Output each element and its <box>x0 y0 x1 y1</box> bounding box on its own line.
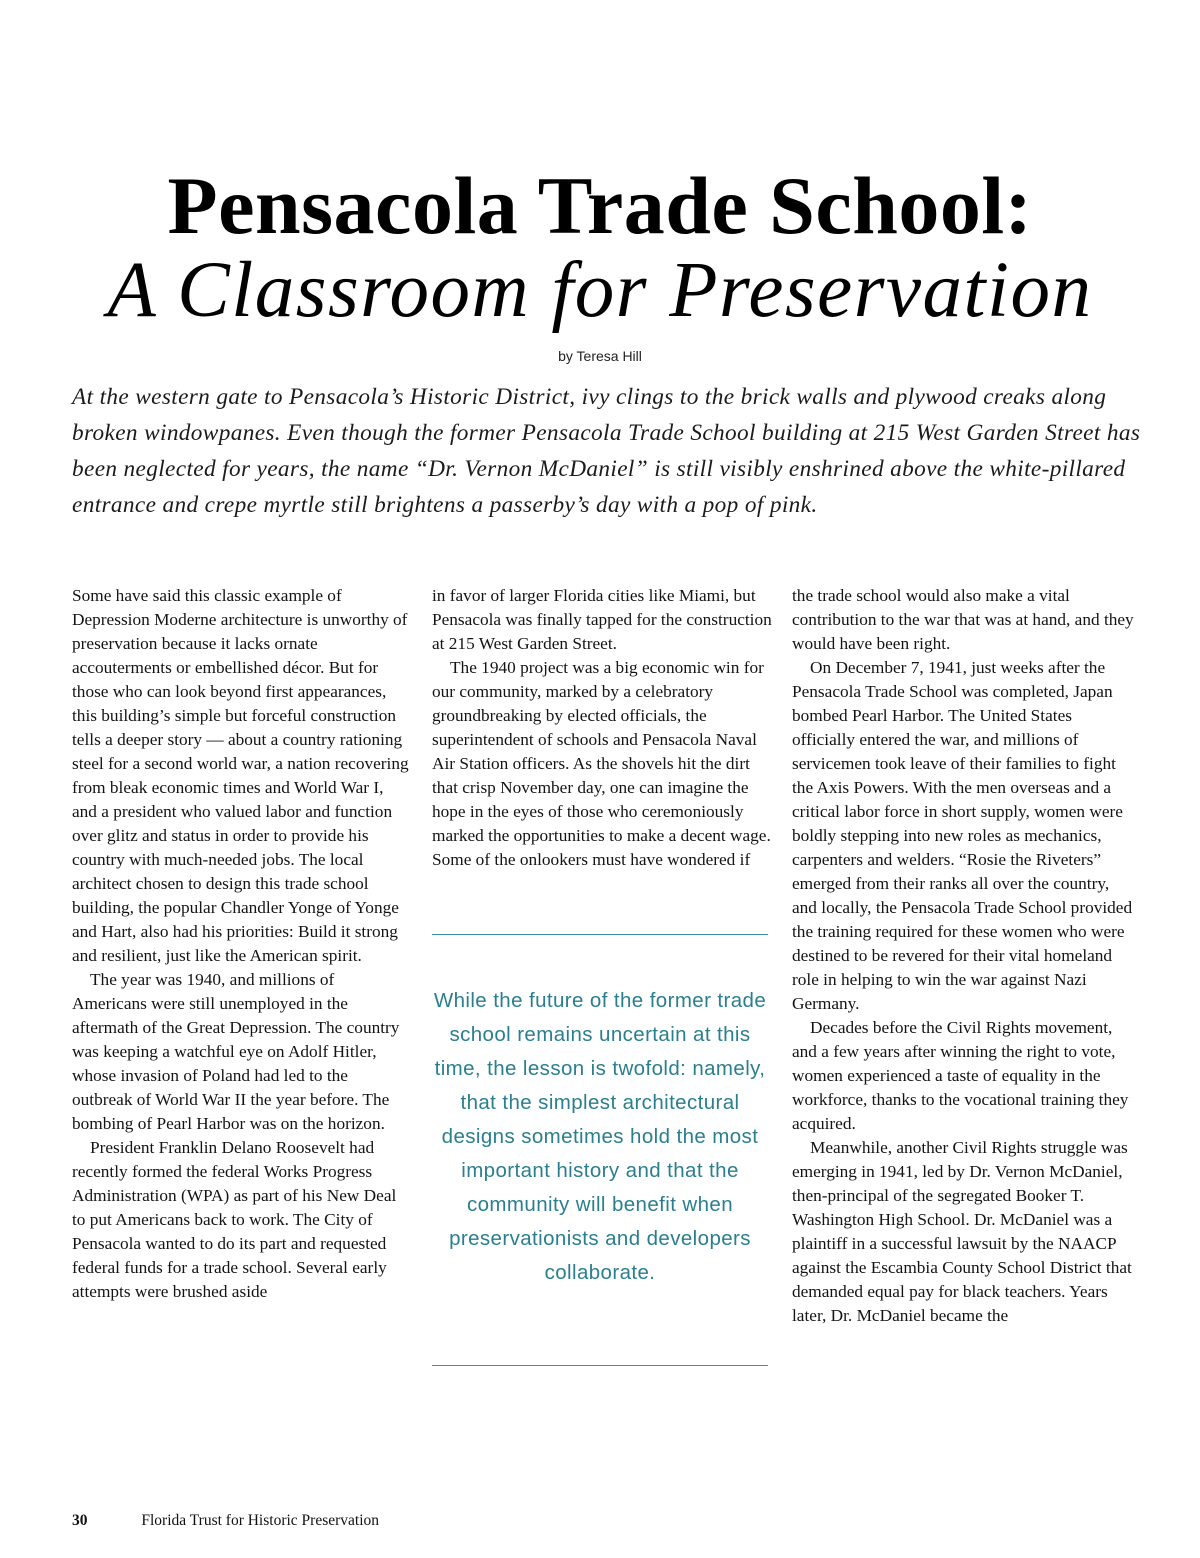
page-number: 30 <box>72 1512 88 1529</box>
publication-name: Florida Trust for Historic Preservation <box>141 1512 380 1529</box>
paragraph: The year was 1940, and millions of Americans were still unemployed in the aftermath of the Great Depression. The country was keeping a watchful eye on Adolf Hitler, whose invasion of Poland had led to the outbreak of World War II the year before. The bombing of Pearl Harbor was on the horizon. <box>72 970 400 1133</box>
paragraph: Meanwhile, another Civil Rights struggle was emerging in 1941, led by Dr. Vernon McDaniel, then-principal of the segregated Booker T. Washington High School. Dr. McDaniel was a plaintiff in a successful lawsuit by the NAACP against the Escambia County School District that demanded equal pay for black teachers. Years later, Dr. McDaniel became the <box>792 1138 1132 1325</box>
paragraph: the trade school would also make a vital contribution to the war that was at hand, and they would have been right. <box>792 586 1134 653</box>
column-3 <box>792 584 1137 1328</box>
paragraph: The 1940 project was a big economic win for our community, marked by a celebratory groundbreaking by elected officials, the superintendent of schools and Pensacola Naval Air Station officers. As the shovels hit the dirt that crisp November day, one can imagine the hope in the eyes of those who ceremoniously marked the opportunities to make a decent wage. Some of the onlookers must have wondered if <box>432 658 771 869</box>
article-subtitle: A Classroom for Preservation <box>107 247 1093 334</box>
pullquote-bottom-rule <box>432 1365 768 1366</box>
paragraph: Decades before the Civil Rights movement, and a few years after winning the right to vote, women experienced a taste of equality in the workforce, thanks to the vocational training they acquired. <box>792 1018 1129 1133</box>
paragraph: Some have said this classic example of Depression Moderne architecture is unworthy of preservation because it lacks ornate accouterments or embellished décor. But for those who can look beyond first appearances, this building’s simple but forceful construction tells a deeper story — about a country rationing steel for a second world war, a nation recovering from bleak economic times and World War I, and a president who valued labor and function over glitz and status in order to provide his country with much-needed jobs. The local architect chosen to design this trade school building, the popular Chandler Yonge of Yonge and Hart, also had his priorities: Build it strong and resilient, just like the American spirit. <box>72 586 409 965</box>
column-2 <box>432 584 772 872</box>
intro-paragraph: At the western gate to Pensacola’s Historic District, ivy clings to the brick walls and plywood creaks along broken windowpanes. Even though the former Pensacola Trade School building at 215 West Garden Street has been neglected for years, the name “Dr. Vernon McDaniel” is still visibly enshrined above the white-pillared entrance and crepe myrtle still brightens a passerby’s day with a pop of pink. <box>72 384 1141 518</box>
page-footer <box>72 1512 379 1530</box>
article-title: Pensacola Trade School: <box>167 160 1033 251</box>
paragraph: in favor of larger Florida cities like Miami, but Pensacola was finally tapped for the construction at 215 West Garden Street. <box>432 586 772 653</box>
column-1 <box>72 584 412 1304</box>
byline: by Teresa Hill <box>558 348 642 364</box>
pullquote: While the future of the former trade school remains uncertain at this time, the lesson is twofold: namely, that the simplest architectural designs sometimes hold the most important history and that the community will benefit when preservationists and developers collaborate. <box>433 989 767 1284</box>
pullquote-top-rule <box>432 934 768 935</box>
paragraph: President Franklin Delano Roosevelt had recently formed the federal Works Progress Administration (WPA) as part of his New Deal to put Americans back to work. The City of Pensacola wanted to do its part and requested federal funds for a trade school. Several early attempts were brushed aside <box>72 1138 397 1301</box>
paragraph: On December 7, 1941, just weeks after the Pensacola Trade School was completed, Japan bombed Pearl Harbor. The United States officially entered the war, and millions of servicemen took leave of their families to fight the Axis Powers. With the men overseas and a critical labor force in short supply, women were boldly stepping into new roles as mechanics, carpenters and welders. “Rosie the Riveters” emerged from their ranks all over the country, and locally, the Pensacola Trade School provided the training required for these women who were destined to be revered for their vital homeland role in helping to win the war against Nazi Germany. <box>792 658 1133 1013</box>
